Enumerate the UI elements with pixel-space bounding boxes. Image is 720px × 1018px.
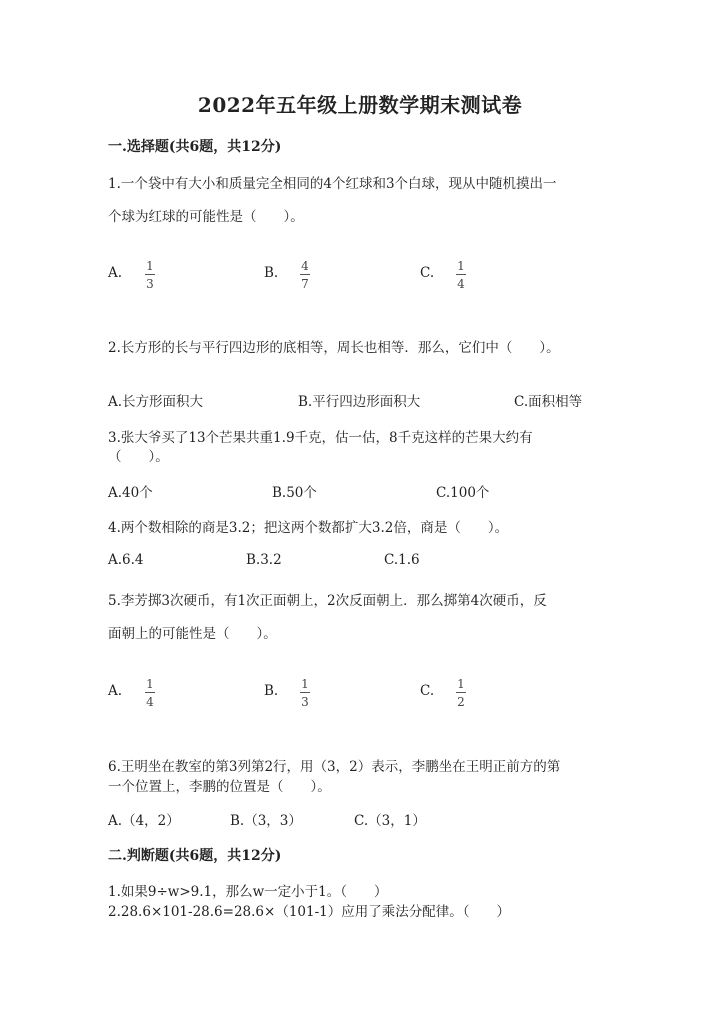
fraction-denominator: 3	[146, 277, 154, 291]
question-6-text-line1: 6.王明坐在教室的第3列第2行，用（3，2）表示，李鹏坐在王明正前方的第	[108, 759, 561, 775]
fraction-numerator: 1	[146, 259, 154, 273]
question-5-option-b-fraction	[300, 678, 310, 708]
question-1-text-line1: 1.一个袋中有大小和质量完全相同的4个红球和3个白球，现从中随机摸出一	[108, 176, 557, 192]
question-6-option-c: C.（3，1）	[354, 813, 426, 829]
question-4-option-a: A.6.4	[108, 552, 144, 568]
fraction-denominator: 4	[457, 277, 465, 291]
question-2-option-a: A.长方形面积大	[108, 394, 204, 410]
question-5-text-line1: 5.李芳掷3次硬币，有1次正面朝上，2次反面朝上．那么掷第4次硬币，反	[108, 593, 547, 609]
section-heading-multiple-choice: 一.选择题(共6题，共12分)	[108, 139, 282, 155]
question-3-text-line2: （ ）。	[108, 449, 169, 465]
question-1-option-b-fraction	[300, 260, 310, 290]
question-4-option-b: B.3.2	[246, 552, 282, 568]
question-5-option-c-fraction	[456, 678, 466, 708]
question-1-text-line2: 个球为红球的可能性是（ ）。	[108, 209, 304, 225]
question-4-option-c: C.1.6	[384, 552, 420, 568]
fraction-numerator: 1	[457, 677, 465, 691]
question-5-option-c-label: C.	[420, 683, 435, 699]
question-5-option-a-fraction	[145, 678, 155, 708]
question-3-text-line1: 3.张大爷买了13个芒果共重1.9千克，估一估，8千克这样的芒果大约有	[108, 430, 533, 446]
question-1-option-c-label: C.	[420, 265, 435, 281]
fraction-denominator: 3	[301, 695, 309, 709]
question-2-text-line1: 2.长方形的长与平行四边形的底相等，周长也相等．那么，它们中（ ）。	[108, 340, 560, 356]
question-6-option-a: A.（4，2）	[108, 813, 180, 829]
fraction-numerator: 1	[146, 677, 154, 691]
fraction-denominator: 2	[457, 695, 465, 709]
question-1-option-c-fraction	[456, 260, 466, 290]
fraction-numerator: 1	[301, 677, 309, 691]
fraction-numerator: 4	[301, 259, 309, 273]
fraction-denominator: 4	[146, 695, 154, 709]
question-1-option-a-label: A.	[108, 265, 123, 281]
question-2-option-b: B.平行四边形面积大	[298, 394, 421, 410]
question-5-option-b-label: B.	[264, 683, 279, 699]
fraction-numerator: 1	[457, 259, 465, 273]
question-4-text-line1: 4.两个数相除的商是3.2；把这两个数都扩大3.2倍，商是（ ）。	[108, 520, 509, 536]
question-6-option-b: B.（3，3）	[230, 813, 302, 829]
question-5-text-line2: 面朝上的可能性是（ ）。	[108, 626, 277, 642]
judgement-question-2: 2.28.6×101-28.6=28.6×（101-1）应用了乘法分配律。（ ）	[108, 904, 510, 920]
question-3-option-a: A.40个	[108, 485, 153, 501]
question-5-option-a-label: A.	[108, 683, 123, 699]
page-title: 2022年五年级上册数学期末测试卷	[197, 93, 523, 117]
question-6-text-line2: 一个位置上，李鹏的位置是（ ）。	[108, 779, 331, 795]
question-3-option-c: C.100个	[436, 485, 490, 501]
question-1-option-a-fraction	[145, 260, 155, 290]
section-heading-true-false: 二.判断题(共6题，共12分)	[108, 848, 282, 864]
question-1-option-b-label: B.	[264, 265, 279, 281]
judgement-question-1: 1.如果9÷w>9.1，那么w一定小于1。（ ）	[108, 884, 388, 900]
question-3-option-b: B.50个	[272, 485, 317, 501]
question-2-option-c: C.面积相等	[514, 394, 583, 410]
fraction-denominator: 7	[301, 277, 309, 291]
